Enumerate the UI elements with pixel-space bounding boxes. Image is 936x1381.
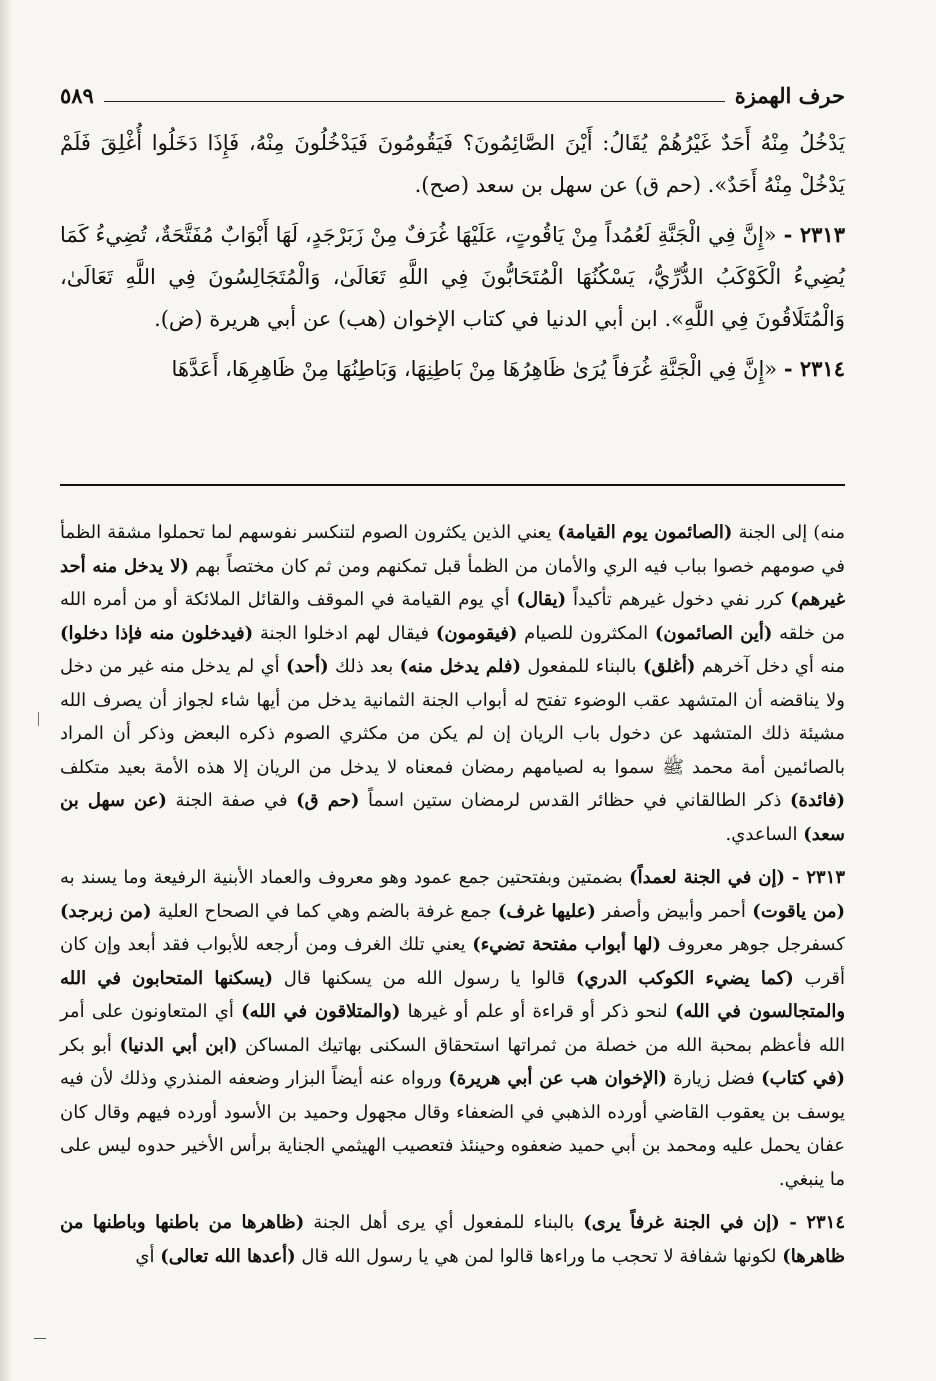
commentary-bold-quote: (في كتاب) [761,1068,845,1089]
commentary-text: الساعدي. [725,823,804,845]
commentary-text: فيقال لهم ادخلوا الجنة [253,622,436,644]
commentary-bold-quote: (كما يضيء الكوكب الدري) [575,967,794,989]
hadith-number: ٢٣١٣ - [783,222,845,247]
commentary-text: بضمتين وبفتحتين جمع عمود وهو معروف والعماد الأبنية الرفيعة وما يسند به [60,867,630,888]
commentary [60,516,845,1283]
hadith-body: «إِنَّ فِي الْجَنَّةِ غُرَفاً يُرَىٰ ظَاهِرُهَا مِنْ بَاطِنِهَا، وَبَاطِنُهَا مِنْ ظَاهِرِهَا، أَعَدَّهَا [171,357,778,381]
commentary-bold-quote: (لها أبواب مفتحة تضيء) [472,934,662,955]
hadith-number: ٢٣١٤ - [783,356,845,381]
hadith-2313 [60,214,845,340]
commentary-bold-quote: (إن في الجنة لعمداً) [629,867,785,888]
scan-edge [0,0,12,1381]
margin-mark [34,1338,46,1339]
commentary-text: جمع غرفة بالضم وهي كما في الصحاح العلية [151,900,498,922]
commentary-text: لنحو ذكر أو قراءة أو علم أو غيرها [400,1001,675,1022]
commentary-text: منه أي دخل آخرهم [695,656,845,677]
page-number: ٥٨٩ [60,83,94,108]
commentary-bold-quote: (أعدها الله تعالى) [160,1245,296,1267]
commentary-bold-quote: ٢٣١٣ - [784,867,845,888]
commentary-bold-quote: (من زبرجد) [60,900,152,922]
commentary-paragraph [60,861,845,1196]
commentary-text: أبو بكر [60,1034,120,1056]
commentary-bold-quote: (فيدخلون منه فإذا دخلوا) [60,622,254,644]
hadith-body: «إِنَّ فِي الْجَنَّةِ لَعُمُداً مِنْ يَاقُوتٍ، عَلَيْهَا غُرَفٌ مِنْ زَبَرْجَدٍ، لَهَا أَبْوَابٌ مُفَتَّحَةٌ، تُضِيءُ كَمَا يُضِيءُ الْكَوْكَبُ الدُّرِّيُّ، يَسْكُنُهَا الْمُتَحَابُّونَ فِي اللَّهِ تَعَالَىٰ، وَالْمُتَجَالِسُونَ فِي اللَّهِ تَعَالَىٰ، وَالْمُتَلَاقُونَ فِي اللَّهِ». ابن أبي الدنيا في كتاب الإخوان (هب) عن أبي هريرة (ض). [60,223,845,331]
commentary-text: بالبناء للمفعول أي يرى أهل الجنة [304,1212,584,1233]
commentary-bold-quote: (يسكنها المتحابون في الله والمتجالسون في الله) [60,967,846,1022]
commentary-bold-quote: (الإخوان هب عن أبي هريرة) [448,1068,667,1089]
commentary-text: فضل زيارة [667,1068,762,1089]
commentary-text: ذكر الطالقاني في حظائر القدس لرمضان ستين اسماً [359,790,790,811]
commentary-text: ورواه عنه أيضاً البزار وضعفه المنذري وذلك لأن فيه يوسف بن يعقوب القاضي أورده الذهبي في الضعفاء وقال مجهول وحميد بن الأسود أورده فيهم وقال كان عفان يحمل عليه ومحمد بن أبي حميد ضعفوه وحينئذ فتعصيب الهيثمي الجناية برأس الأخير حدوه ليس على ما ينبغي. [60,1068,845,1190]
commentary-bold-quote: (إن في الجنة غرفاً يرى) [583,1212,780,1233]
commentary-text: أحمر وأبيض وأصفر [595,900,753,922]
commentary-text: يعني تلك الغرف ومن أرجعه للأبواب فقد أبعد وإن كان أقرب [60,934,845,989]
hadith-text [60,122,845,398]
commentary-bold-quote: (يقال) [516,589,567,610]
commentary-bold-quote: ٢٣١٤ - [779,1212,845,1233]
commentary-text: أي يوم القيامة في الموقف والقائل الملائكة أو من أمره الله من خلقه [60,589,845,644]
commentary-text: لكونها شفافة لا تحجب ما وراءها قالوا لمن هي يا رسول الله قال [295,1245,783,1267]
commentary-bold-quote: (فائدة) [789,790,845,811]
commentary-text: أي [135,1245,161,1267]
commentary-bold-quote: (أحد) [286,656,329,677]
header-rule [104,101,725,102]
commentary-text: في صفة الجنة [166,790,297,811]
commentary-text: بالبناء للمفعول [520,656,643,677]
commentary-bold-quote: (لا يدخل منه أحد غيرهم) [60,555,846,610]
commentary-text: أي المتعاونون على أمر الله فأعظم بمحبة الله من خصلة من ثمراتها استحقاق السكنى بهاتيك المساكن [60,1001,845,1056]
commentary-paragraph [60,1206,845,1273]
commentary-bold-quote: (حم ق) [296,790,360,811]
commentary-bold-quote: (عن سهل بن سعد) [60,790,845,845]
commentary-bold-quote: (من ياقوت) [752,900,845,922]
commentary-text: يعني الذين يكثرون الصوم لتنكسر نفوسهم لما تحملوا مشقة الظمأ في صومهم خصوا بباب فيه الري والأمان من الظمأ قبل تمكنهم ومن ثم كان مختصاً بهم [60,522,845,577]
commentary-bold-quote: (ظاهرها من باطنها وباطنها من ظاهرها) [60,1212,845,1267]
commentary-bold-quote: (والمتلاقون في الله) [241,1001,401,1022]
commentary-bold-quote: (الصائمون يوم القيامة) [557,522,733,543]
commentary-text: بعد ذلك [328,656,400,677]
commentary-bold-quote: (أين الصائمون) [654,622,773,644]
commentary-bold-quote: (فيقومون) [435,622,518,644]
commentary-separator [60,484,845,486]
commentary-text: كسفرجل جوهر معروف [661,934,845,955]
running-header [60,78,845,108]
margin-mark [38,712,39,726]
commentary-text: قالوا يا رسول الله من يسكنها قال [273,967,576,989]
commentary-text: منه) إلى الجنة [732,522,845,543]
commentary-text: كرر نفي دخول غيرهم تأكيداً [566,589,791,610]
page [60,0,845,1381]
commentary-text: المكثرون للصيام [517,622,655,644]
commentary-bold-quote: (ابن أبي الدنيا) [119,1034,238,1056]
commentary-bold-quote: (فلم يدخل منه) [399,656,521,677]
hadith-continuation: يَدْخُلُ مِنْهُ أَحَدٌ غَيْرُهُمْ يُقَالُ: أَيْنَ الصَّائِمُونَ؟ فَيَقُومُونَ فَيَدْخُلُونَ مِنْهُ، فَإِذَا دَخَلُوا أُغْلِقَ فَلَمْ يَدْخُلْ مِنْهُ أَحَدٌ». (حم ق) عن سهل بن سعد (صح). [60,131,845,197]
header-title: حرف الهمزة [734,83,845,108]
commentary-paragraph [60,516,845,851]
commentary-text: أي لم يدخل منه غير من دخل ولا يناقضه أن المتشهد عقب الوضوء تفتح له أبواب الجنة الثمانية يدخل من أيها شاء لجواز أن يصرف الله مشيئة ذلك المتشهد عن دخول باب الريان إن لم يكن من مكثري الصوم ذكره البعض وذكر أن المراد بالصائمين أمة محمد ﷺ سموا به لصيامهم رمضان فمعناه لا يدخل من الريان إلا هذه الأمة بعيد متكلف [60,656,845,778]
hadith-2314 [60,348,845,390]
commentary-bold-quote: (عليها غرف) [497,900,596,922]
commentary-bold-quote: (أغلق) [642,656,696,677]
